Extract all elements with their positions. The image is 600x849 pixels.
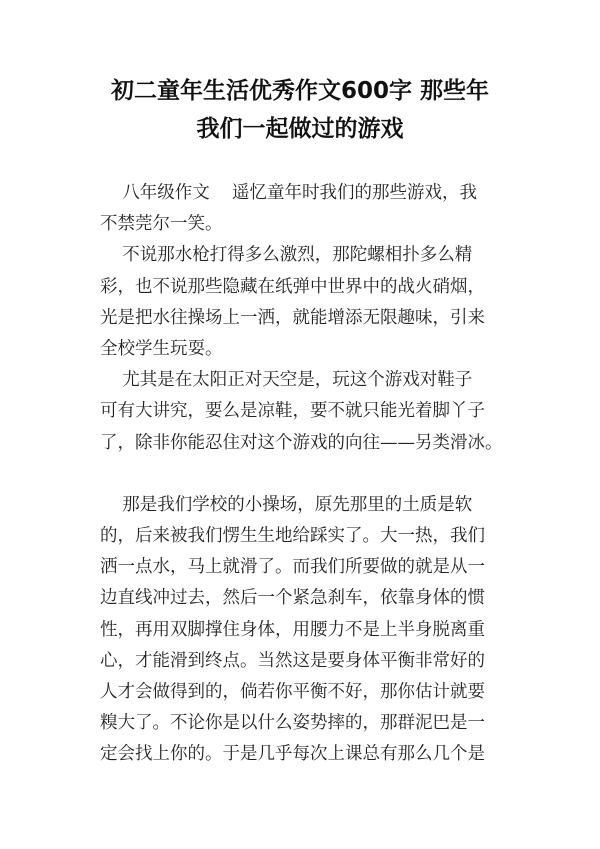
body-line: 定会找上你的。于是几乎每次上课总有那么几个是 bbox=[100, 744, 485, 765]
paragraph-gap bbox=[100, 459, 520, 490]
body-line: 了，除非你能忍住对这个游戏的向往——另类滑冰。 bbox=[100, 432, 503, 453]
body-line: 光是把水往操场上一洒，就能增添无限趣味，引来 bbox=[100, 307, 485, 328]
title-line-1: 初二童年生活优秀作文600字 那些年 bbox=[110, 78, 490, 104]
body-line: 边直线冲过去，然后一个紧急刹车，依靠身体的惯 bbox=[100, 588, 485, 609]
body-line: 可有大讲究，要么是凉鞋，要不就只能光着脚丫子 bbox=[100, 401, 485, 422]
body-line: 洒一点水，马上就滑了。而我们所要做的就是从一 bbox=[100, 557, 485, 578]
body-line: 不说那水枪打得多么激烈，那陀螺相扑多么精 bbox=[100, 245, 473, 266]
body-line: 糗大了。不论你是以什么姿势摔的，那群泥巴是一 bbox=[100, 713, 485, 734]
body-line: 彩，也不说那些隐藏在纸弹中世界中的战火硝烟， bbox=[100, 276, 485, 297]
body-line: 尤其是在太阳正对天空是，玩这个游戏对鞋子 bbox=[100, 370, 473, 391]
title-line-2: 我们一起做过的游戏 bbox=[196, 116, 404, 142]
body-line: 的，后来被我们愣生生地给踩实了。大一热，我们 bbox=[100, 526, 485, 547]
document-title bbox=[60, 72, 540, 148]
body-line: 那是我们学校的小操场，原先那里的土质是软 bbox=[100, 494, 473, 515]
body-line: 不禁莞尔一笑。 bbox=[100, 214, 223, 235]
document-body bbox=[100, 178, 520, 771]
body-line: 心，才能滑到终点。当然这是要身体平衡非常好的 bbox=[100, 650, 485, 671]
body-line: 性，再用双脚撑住身体，用腰力不是上半身脱离重 bbox=[100, 619, 485, 640]
body-line: 人才会做得到的，倘若你平衡不好，那你估计就要 bbox=[100, 682, 485, 702]
body-line: 全校学生玩耍。 bbox=[100, 338, 223, 359]
body-line: 八年级作文 遥忆童年时我们的那些游戏，我 bbox=[100, 183, 478, 203]
